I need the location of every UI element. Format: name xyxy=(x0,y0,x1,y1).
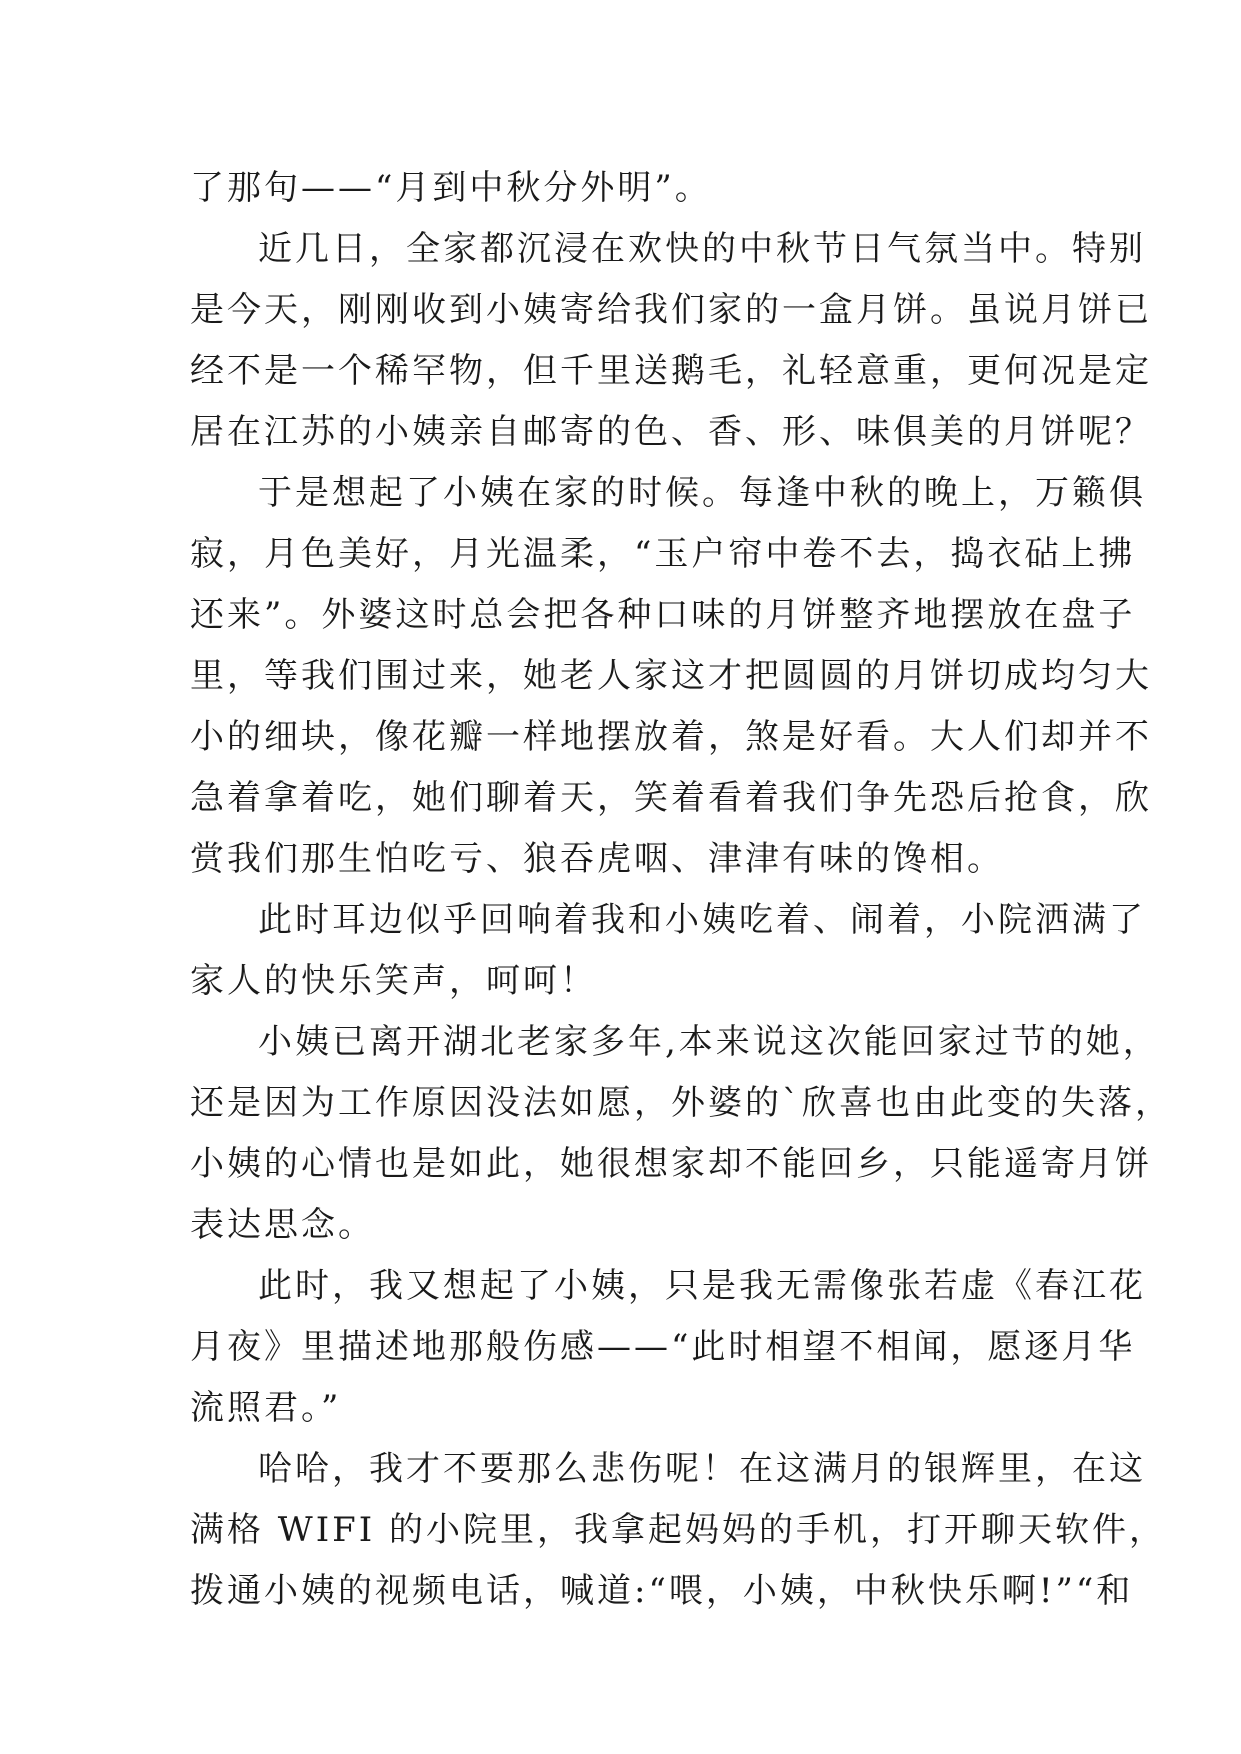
text-line: 此时，我又想起了小姨，只是我无需像张若虚《春江花 xyxy=(258,1266,1146,1306)
text-line: 表达思念。 xyxy=(190,1205,375,1245)
text-line: 月夜》里描述地那般伤感——“此时相望不相闻，愿逐月华 xyxy=(190,1327,1136,1367)
paragraph xyxy=(190,158,1060,219)
text-line: 寂，月色美好，月光温柔，“玉户帘中卷不去，捣衣砧上拂 xyxy=(190,534,1136,574)
text-line: 小姨已离开湖北老家多年,本来说这次能回家过节的她， xyxy=(258,1022,1160,1062)
text-line: 小姨的心情也是如此，她很想家却不能回乡，只能遥寄月饼 xyxy=(190,1144,1152,1184)
article-body xyxy=(190,158,1172,1622)
text-line: 哈哈，我才不要那么悲伤呢！在这满月的银辉里，在这 xyxy=(258,1449,1146,1489)
text-line: 了那句——“月到中秋分外明”。 xyxy=(190,168,712,208)
text-line: 小的细块，像花瓣一样地摆放着，煞是好看。大人们却并不 xyxy=(190,717,1152,757)
text-line: 满格 WIFI 的小院里，我拿起妈妈的手机，打开聊天软件， xyxy=(190,1510,1167,1550)
text-line: 此时耳边似乎回响着我和小姨吃着、闹着，小院洒满了 xyxy=(258,900,1146,940)
text-line: 还是因为工作原因没法如愿，外婆的`欣喜也由此变的失落， xyxy=(190,1083,1172,1123)
text-line: 流照君。” xyxy=(190,1388,342,1428)
text-line: 经不是一个稀罕物，但千里送鹅毛，礼轻意重，更何况是定 xyxy=(190,351,1152,391)
text-line: 里，等我们围过来，她老人家这才把圆圆的月饼切成均匀大 xyxy=(190,656,1152,696)
text-line: 于是想起了小姨在家的时候。每逢中秋的晚上，万籁俱 xyxy=(258,473,1146,513)
text-line: 还来”。外婆这时总会把各种口味的月饼整齐地摆放在盘子 xyxy=(190,595,1136,635)
text-line: 是今天，刚刚收到小姨寄给我们家的一盒月饼。虽说月饼已 xyxy=(190,290,1152,330)
paragraph xyxy=(190,463,1152,890)
paragraph xyxy=(190,890,1146,1012)
paragraph xyxy=(190,1439,1167,1622)
text-line: 拨通小姨的视频电话，喊道:“喂，小姨，中秋快乐啊!”“和 xyxy=(190,1571,1134,1611)
text-line: 家人的快乐笑声，呵呵！ xyxy=(190,961,597,1001)
paragraph xyxy=(190,1256,1146,1439)
paragraph xyxy=(190,1012,1172,1256)
paragraph xyxy=(190,219,1152,463)
text-line: 急着拿着吃，她们聊着天，笑着看着我们争先恐后抢食，欣 xyxy=(190,778,1152,818)
text-line: 居在江苏的小姨亲自邮寄的色、香、形、味俱美的月饼呢？ xyxy=(190,412,1152,452)
text-line: 赏我们那生怕吃亏、狼吞虎咽、津津有味的馋相。 xyxy=(190,839,1004,879)
text-line: 近几日，全家都沉浸在欢快的中秋节日气氛当中。特别 xyxy=(258,229,1146,269)
